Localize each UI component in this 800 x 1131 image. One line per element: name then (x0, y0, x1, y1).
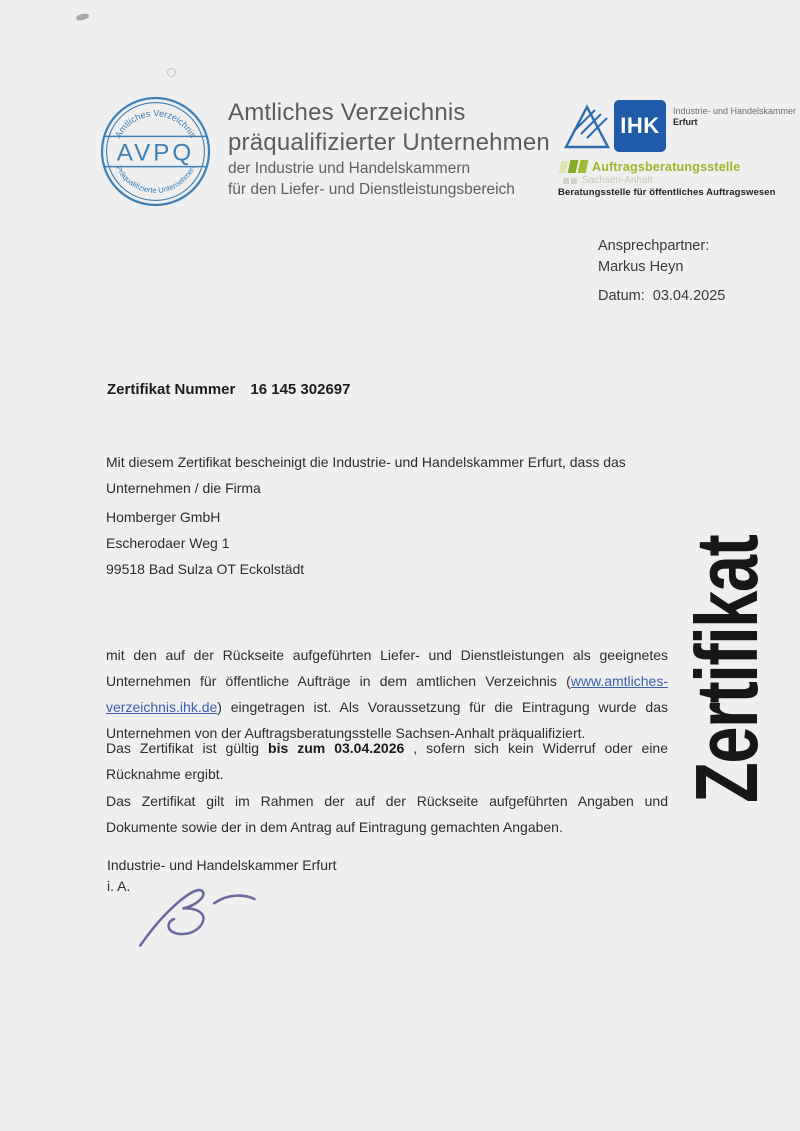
signature-org: Industrie- und Handelskammer Erfurt (107, 857, 337, 873)
scope-paragraph (106, 788, 668, 840)
header-title-line2: präqualifizierter Unternehmen (228, 129, 550, 156)
vertical-zertifikat-text: Zertifikat (677, 535, 776, 803)
abst-bar-icon (568, 160, 579, 173)
scan-artifact (167, 68, 176, 77)
abst-region: Sachsen-Anhalt (582, 175, 653, 186)
company-name: Homberger GmbH (106, 509, 221, 525)
verzeichnis-link[interactable]: www.amtliches- (570, 673, 668, 689)
abst-logo-block (560, 159, 740, 186)
avpq-arc-top-text: Amtliches Verzeichnis (112, 108, 199, 140)
abst-square-icon (563, 178, 569, 184)
validity-paragraph (106, 735, 668, 787)
contact-label: Ansprechpartner: (598, 238, 710, 254)
entry-paragraph (106, 642, 668, 746)
certificate-number-label: Zertifikat Nummer (107, 381, 236, 398)
certificate-number-row (107, 381, 350, 398)
entry-line2-text: Unternehmen für öffentliche Aufträge in dem amtlichen Verzeichnis ( (106, 673, 571, 689)
certificate-number-value: 16 145 302697 (250, 381, 351, 398)
scope-line2: Dokumente sowie der in dem Antrag auf Eintragung gemachten Angaben. (106, 819, 563, 835)
validity-line1 (106, 735, 668, 761)
entry-line2 (106, 668, 668, 694)
company-street: Escherodaer Weg 1 (106, 535, 230, 551)
ihk-abbr: IHK (620, 113, 660, 138)
header-title-block (228, 98, 550, 200)
intro-paragraph (106, 449, 668, 501)
abst-bar-icon (578, 160, 589, 173)
validity-pre: Das Zertifikat ist gültig (106, 740, 269, 756)
company-city: 99518 Bad Sulza OT Eckolstädt (106, 561, 305, 577)
entry-line1: mit den auf der Rückseite aufgeführten Liefer- und Dienstleistungen als geeignetes (106, 647, 668, 663)
header-subtitle-line2: für den Liefer- und Dienstleistungsbereich (228, 181, 515, 198)
contact-block (598, 236, 725, 307)
vertical-zertifikat-label (677, 473, 776, 803)
entry-line3 (106, 694, 668, 720)
date-row (598, 286, 725, 307)
intro-line1: Mit diesem Zertifikat bescheinigt die Industrie- und Handelskammer Erfurt, dass das (106, 454, 626, 470)
header-subtitle-line1: der Industrie und Handelskammern (228, 160, 471, 177)
scope-line1: Das Zertifikat gilt im Rahmen der auf der Rückseite aufgeführten Angaben und (106, 793, 668, 809)
date-label: Datum: (598, 288, 645, 304)
abst-name: Auftragsberatungsstelle (592, 159, 741, 174)
abst-bar-icon (559, 161, 569, 173)
scan-artifact (75, 13, 89, 22)
avpq-stamp-logo (99, 95, 212, 208)
validity-date-bold: bis zum 03.04.2026 (268, 740, 405, 756)
ihk-org-line2: Erfurt (673, 117, 698, 127)
company-address-block (106, 504, 668, 582)
entry-line3-text: ) eingetragen ist. Als Voraussetzung für die Eintragung wurde das (217, 699, 668, 715)
validity-line2: Rücknahme ergibt. (106, 766, 224, 782)
avpq-arc-bottom-text: Präqualifizierte Unternehmen (114, 164, 197, 195)
avpq-center-text: AVPQ (116, 139, 195, 167)
header-title-line1: Amtliches Verzeichnis (228, 99, 466, 126)
validity-post: , sofern sich kein Widerruf oder eine (404, 740, 668, 756)
ihk-logo-box (614, 100, 666, 152)
ihk-org-text (673, 100, 796, 128)
contact-name: Markus Heyn (598, 259, 684, 275)
signature-prefix: i. A. (107, 878, 131, 894)
intro-line2: Unternehmen / die Firma (106, 480, 261, 496)
ihk-triangle-icon (562, 100, 612, 152)
abst-tagline: Beratungsstelle für öffentliches Auftragswesen (558, 187, 776, 198)
date-value: 03.04.2025 (652, 288, 726, 304)
ihk-org-line1: Industrie- und Handelskammer (673, 106, 797, 116)
entry-line4: Unternehmen von der Auftragsberatungsstelle Sachsen-Anhalt präqualifiziert. (106, 725, 586, 741)
abst-square-icon (571, 178, 577, 184)
handwritten-signature (103, 880, 298, 954)
verzeichnis-link[interactable]: verzeichnis.ihk.de (106, 699, 218, 715)
ihk-logo-block (562, 100, 796, 152)
